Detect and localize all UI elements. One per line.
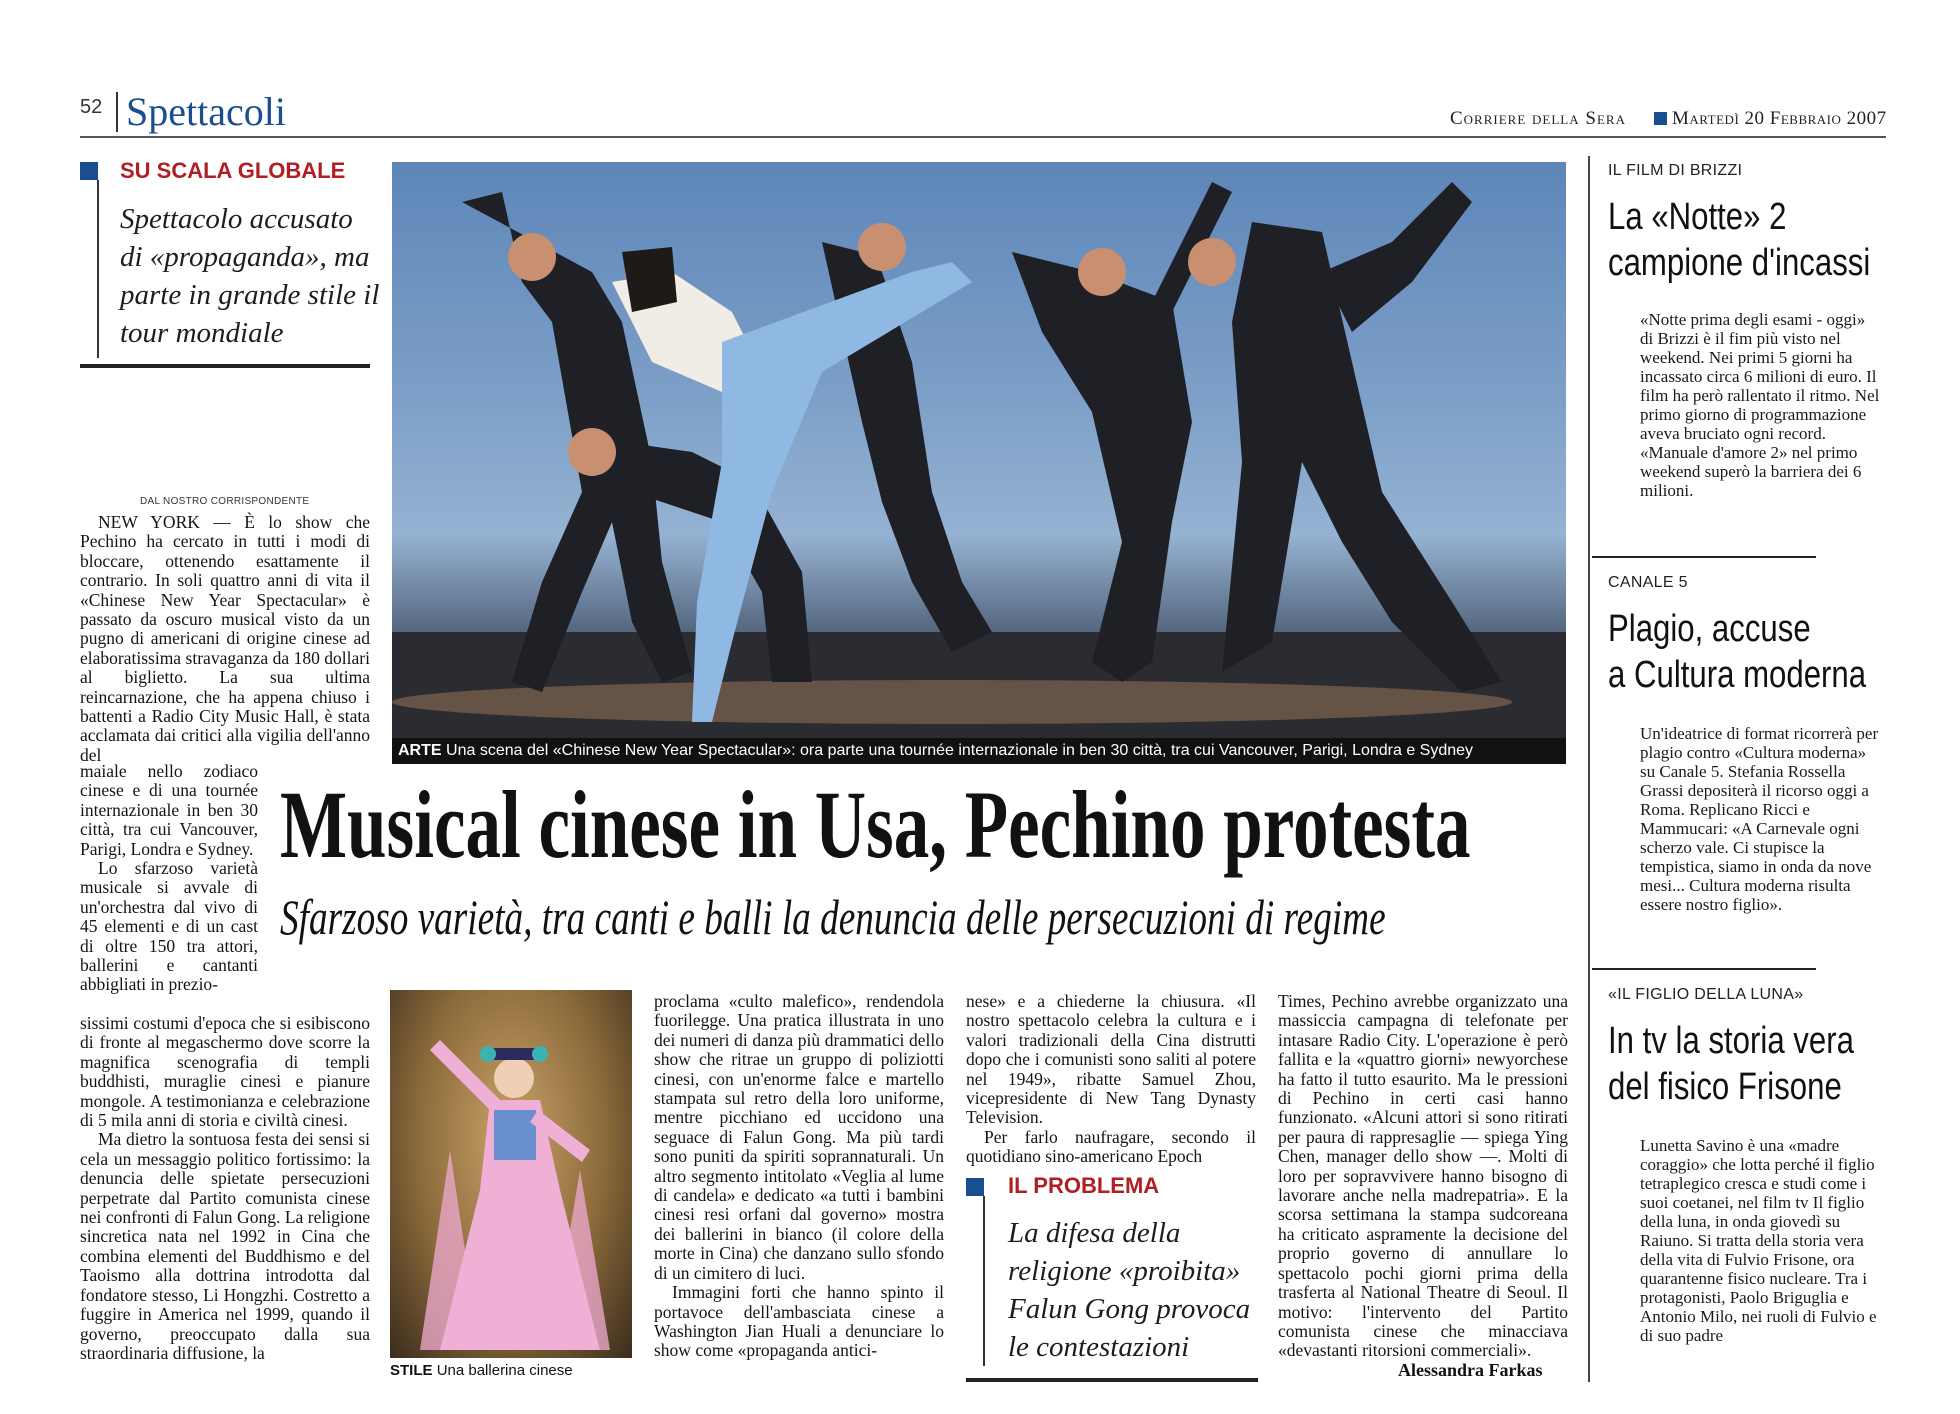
rt2-kicker: CANALE 5 [1608, 574, 1688, 591]
col3 [966, 992, 1256, 1167]
newspaper-name: Corriere della Sera [1450, 108, 1626, 129]
header-rule [80, 136, 1886, 138]
sidebar-quote: Spettacolo accusato di «propaganda», ma parte in grande stile il tour mondiale [120, 203, 380, 349]
dancers-illustration [392, 162, 1566, 764]
col3-paragraph-2: Per farlo naufragare, secondo il quotidiano sino-americano Epoch [966, 1126, 1256, 1167]
col4-paragraph-1: Times, Pechino avrebbe organizzato una massiccia campagna di telefonate per intasare Radio City. L'operazione è però fallita e la «quattro giorni» newyorchese ha fatto il tutto esaurito. Ma le pressioni di Pechino in certi casi hanno funzionato. «Alcuni attori si sono ritirati per paura di rappresaglie — spiega Ying Chen, manager dello show —. Molti di loro per sopravvivere hanno bisogno di lavorare anche nella madrepatria». E la scorsa settimana la stampa sudcoreana ha criticato aspramente la decisione del proprio governo di annullare lo spettacolo pochi giorni prima della trasferta al National Theatre di Seoul. Il motivo: l'intervento del Partito comunista cinese che minacciava «devastanti ritorsioni commerciali». [1278, 991, 1568, 1361]
rt3-kicker: «IL FIGLIO DELLA LUNA» [1608, 986, 1804, 1003]
rt1-title-line1: La «Notte» 2 [1608, 196, 1787, 238]
header-divider [116, 92, 118, 132]
col3-paragraph-1: nese» e a chiederne la chiusura. «Il nostro spettacolo celebra la cultura e i valori tradizionali della Cina distrutti dopo che i comunisti sono saliti al potere nel 1949», ribatte Samuel Zhou, vicepresidente di New Tang Dynasty Television. [966, 991, 1256, 1128]
ballerina-illustration [390, 990, 632, 1358]
rt1-body: «Notte prima degli esami - oggi» di Brizzi è il fim più visto nel weekend. Nei primi 5 giorni ha incassato circa 6 milioni di euro. Il film ha però rallentato il ritmo. Nel primo giorno di programmazione aveva bruciato ogni record. «Manuale d'amore 2» nel primo weekend superò la barriera dei 6 milioni. [1640, 310, 1880, 500]
byline-top: DAL NOSTRO CORRISPONDENTE [140, 496, 310, 507]
small-photo-caption [390, 1362, 573, 1379]
col1-narrow [80, 762, 258, 995]
main-caption-label: ARTE [398, 742, 442, 759]
problem-kicker: IL PROBLEMA [1008, 1173, 1160, 1198]
col1-paragraph-1-end: maiale nello zodiaco cinese e di una tournée internazionale in ben 30 città, tra cui Vancouver, Parigi, Londra e Sydney. [80, 761, 258, 859]
rt1-title-line2: campione d'incassi [1608, 242, 1871, 284]
col1-paragraph-3: Ma dietro la sontuosa festa dei sensi si cela un messaggio politico fortissimo: la denuncia delle spietate persecuzioni perpetrate dal Partito comunista cinese nei confronti di Falun Gong. La religione sincretica nata nel 1992 in Cina che combina elementi del Buddhismo e del Taoismo alla dottrina introdotta dal fondatore stesso, Li Hongzhi. Costretto a fuggire in America nel 1999, quando il governo, preoccupato dalla sua straordinaria diffusione, la [80, 1129, 370, 1363]
col1-paragraph-1: NEW YORK — È lo show che Pechino ha cercato in tutti i modi di bloccare, ottenendo esattamente il contrario. In soli quattro anni di vita il «Chinese New Year Spectacular» è passato da oscuro musical visto da un pugno di americani di origine cinese ad elaboratissima stravaganza da 180 dollari al biglietto. La sua ultima reincarnazione, che ha appena chiuso i battenti a Radio City Music Hall, è stata acclamata dai critici alla vigilia dell'anno del [80, 512, 370, 765]
col1-paragraph-2-end: sissimi costumi d'epoca che si esibiscono di fronte al megaschermo dove scorre la magnifica scenografia di templi buddhisti, muraglie cinesi e pianure mongole. A testimonianza e celebrazione di 5 mila anni di storia e civiltà cinesi. [80, 1013, 370, 1131]
rt3-title-line1: In tv la storia vera [1608, 1020, 1854, 1062]
rt2-title-line1: Plagio, accuse [1608, 608, 1811, 650]
problem-square [966, 1178, 984, 1196]
rt2-body: Un'ideatrice di format ricorrerà per plagio contro «Cultura moderna» su Canale 5. Stefania Rossella Grassi depositerà il ricorso oggi a Roma. Replicano Ricci e Mammucari: «A Carnevale ogni scherzo vale. Ci stupisce la tempistica, siamo in onda da nove mesi... Cultura moderna risulta essere nostro figlio». [1640, 724, 1879, 914]
sidebar-kicker: SU SCALA GLOBALE [120, 158, 346, 183]
header-square [1654, 112, 1667, 125]
rt3-body: Lunetta Savino è una «madre coraggio» che lotta perché il figlio tetraplegico cresca e studi come i suoi coetanei, nel film tv Il figlio della luna, in onda giovedì su Raiuno. Si tratta della storia vera della vita di Fulvio Frisone, ora quarantenne fisico nucleare. Tra i protagonisti, Paolo Briguglia e Antonio Milo, nei ruoli di Fulvio e di suo padre [1640, 1136, 1877, 1345]
main-photo-caption [392, 738, 1566, 764]
col4 [1278, 992, 1568, 1361]
section-title: Spettacoli [126, 89, 286, 134]
sidebar-bottom-rule [80, 364, 370, 368]
main-photo [392, 162, 1566, 764]
rt1-rule [1592, 556, 1816, 558]
signature: Alessandra Farkas [1398, 1360, 1543, 1380]
rt2-rule [1592, 968, 1816, 970]
small-caption-text: Una ballerina cinese [436, 1362, 573, 1379]
problem-vertical-rule [983, 1196, 985, 1366]
col2-paragraph-2: Immagini forti che hanno spinto il portavoce dell'ambasciata cinese a Washington Jian Huali a denunciare lo show come «propaganda antici- [654, 1282, 944, 1361]
problem-bottom-rule [966, 1378, 1258, 1382]
col2 [654, 992, 944, 1361]
small-caption-label: STILE [390, 1362, 433, 1379]
main-caption-text: Una scena del «Chinese New Year Spectacular»: ora parte una tournée internazionale in ben 30 città, tra cui Vancouver, Parigi, Londra e Sydney [446, 742, 1474, 759]
right-column-rule [1588, 156, 1590, 1382]
issue-date: Martedì 20 Febbraio 2007 [1672, 108, 1887, 129]
col1-paragraph-2: Lo sfarzoso varietà musicale si avvale di un'orchestra dal vivo di 45 elementi e di un cast di oltre 150 tra attori, ballerini e cantanti abbigliati in prezio- [80, 858, 258, 995]
subheadline: Sfarzoso varietà, tra canti e balli la denuncia delle persecuzioni di regime [280, 889, 1386, 945]
small-photo [390, 990, 632, 1358]
problem-quote: La difesa della religione «proibita» Falun Gong provoca le contestazioni [1008, 1217, 1251, 1363]
rt1-kicker: IL FILM DI BRIZZI [1608, 162, 1743, 179]
col1-bottom [80, 1014, 370, 1363]
kicker-vertical-rule [97, 180, 99, 358]
col1-top [80, 513, 370, 765]
col2-paragraph-1: proclama «culto malefico», rendendola fuorilegge. Una pratica illustrata in uno dei numeri di danza più drammatici dello show che ritrae un gruppo di poliziotti cinesi, con un'enorme falce e martello stampata sul retro della loro uniforme, mentre picchiano ed uccidono una seguace di Falun Gong. Ma più tardi sono puniti da spiriti soprannaturali. Un altro segmento intitolato «Veglia al lume di candela» e dedicato «a tutti i bambini cinesi resi orfani dal governo» mostra dei ballerini in bianco (il colore della morte in Cina) che danzano sullo sfondo di un cimitero di luci. [654, 991, 944, 1283]
rt3-title-line2: del fisico Frisone [1608, 1066, 1842, 1108]
headline: Musical cinese in Usa, Pechino protesta [280, 771, 1471, 878]
page-number: 52 [80, 96, 103, 118]
kicker-square [80, 162, 98, 180]
rt2-title-line2: a Cultura moderna [1608, 654, 1867, 696]
